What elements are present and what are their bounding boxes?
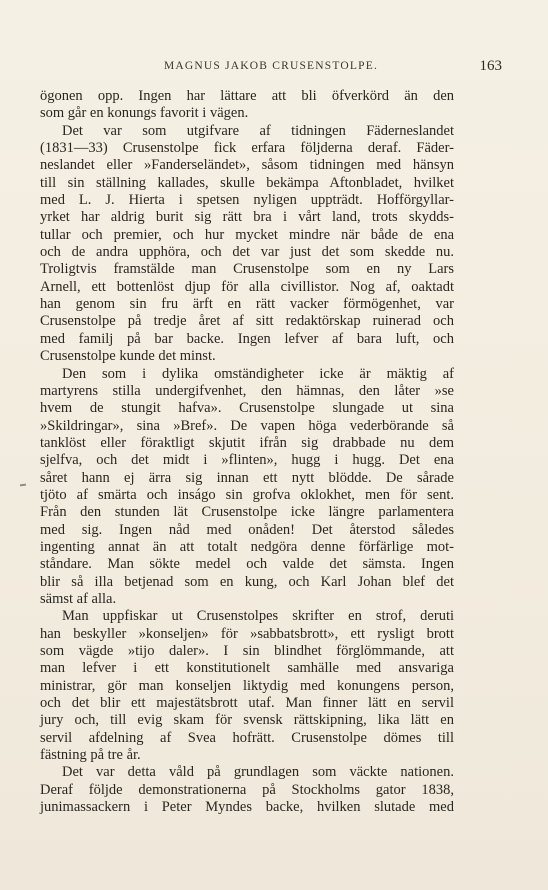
page-number: 163 <box>479 58 502 74</box>
text-line: tanklöst eller föraktligt skjutit ifrån sig drabbade nu dem <box>40 434 454 451</box>
body-text <box>40 88 454 816</box>
margin-mark <box>20 484 26 487</box>
text-line: Den som i dylika omständigheter icke är mäktig af <box>62 365 454 382</box>
text-line: servil afdelning af Svea hofrätt. Crusenstolpe dömes till <box>40 729 454 746</box>
text-line: med sig. Ingen nåd med onåden! Det återstod således <box>40 521 454 538</box>
text-line: såret hann ej ärra sig innan ett nytt blödde. De sårade <box>40 469 454 486</box>
text-line: Crusenstolpe kunde det minst. <box>40 348 216 365</box>
running-head: MAGNUS JAKOB CRUSENSTOLPE. <box>163 60 379 72</box>
text-line: Crusenstolpe på tredje året af sitt redaktörskap ruinerad och <box>40 313 454 330</box>
text-line: med familj på bar backe. Ingen lefver af bara luft, och <box>40 330 454 347</box>
text-line: hvem de stungit hafva». Crusenstolpe slungade ut sina <box>40 400 454 417</box>
text-line: sämst af alla. <box>40 590 117 607</box>
text-line: Det var som utgifvare af tidningen Fäderneslandet <box>62 122 454 139</box>
text-line: som går en konungs favorit i vägen. <box>40 105 249 122</box>
text-line: »Skildringar», sina »Bref». De vapen höga vederbörande så <box>40 417 454 434</box>
text-line: Från den stunden lät Crusenstolpe icke längre parlamentera <box>40 504 454 521</box>
text-line: yrket har aldrig burit sig rätt bra i vårt land, trots skydds- <box>40 209 454 226</box>
text-line: och det blir ett majestätsbrott utaf. Man finner lätt en servil <box>40 695 454 712</box>
text-line: martyrens stilla undergifvenhet, den hämnas, den låter »se <box>40 382 454 399</box>
text-line: ministrar, gör man konseljen liktydig med konungens person, <box>40 677 454 694</box>
text-line: han beskyller »konseljen» för »sabbatsbrott», ett rysligt brott <box>40 625 454 642</box>
text-line: man lefver i ett konstitutionelt samhälle med ansvariga <box>40 660 454 677</box>
text-line: blir så illa betjenad som en kung, och Karl Johan blef det <box>40 573 454 590</box>
text-line: Arnell, ett bottenlöst djup för alla civillistor. Nog af, oaktadt <box>40 278 454 295</box>
page-header <box>40 58 502 78</box>
text-line: Det var detta våld på grundlagen som väckte nationen. <box>62 764 454 781</box>
text-line: sjelfva, och det midt i »flinten», hugg i hugg. Det ena <box>40 452 454 469</box>
text-line: han genom sin fru ärft en rätt vacker förmögenhet, var <box>40 296 454 313</box>
text-line: jury och, till evig skam för svensk rättskipning, lika lätt en <box>40 712 454 729</box>
text-line: (1831—33) Crusenstolpe fick erfara följderna deraf. Fäder- <box>40 140 454 157</box>
text-line: ögonen opp. Ingen har lättare att bli öfverkörd än den <box>40 88 454 104</box>
text-line: junimassackern i Peter Myndes backe, hvilken slutade med <box>40 799 454 816</box>
text-line: och de andra upphöra, och det var just det som skedde nu. <box>40 244 454 261</box>
text-line: tjöto af smärta och inságo sin grofva oklokhet, men för sent. <box>40 486 454 503</box>
text-line: fästning på tre år. <box>40 747 141 764</box>
text-line: Deraf följde demonstrationerna på Stockholms gator 1838, <box>40 781 454 798</box>
text-line: neslandet eller »Fanderseländet», såsom tidningen med hänsyn <box>40 157 454 174</box>
text-line: ståndare. Man sökte medel och valde det sämsta. Ingen <box>40 556 454 573</box>
text-line: tullar och premier, och hur mycket mindre när både de ena <box>40 226 454 243</box>
text-line: till sin ställning kallades, skulle bekämpa Aftonbladet, hvilket <box>40 174 454 191</box>
text-line: Troligtvis framstälde man Crusenstolpe som en ny Lars <box>40 261 454 278</box>
text-line: med L. J. Hierta i spetsen nyligen uppträdt. Hofförgyllar- <box>40 192 454 209</box>
text-line: ingenting annat än att totalt nedgöra denne förfärlige mot- <box>40 538 454 555</box>
text-line: som vägde »tijo daler». I sin blindhet förglömmande, att <box>40 643 454 659</box>
text-line: Man uppfiskar ut Crusenstolpes skrifter en strof, deruti <box>62 608 454 625</box>
